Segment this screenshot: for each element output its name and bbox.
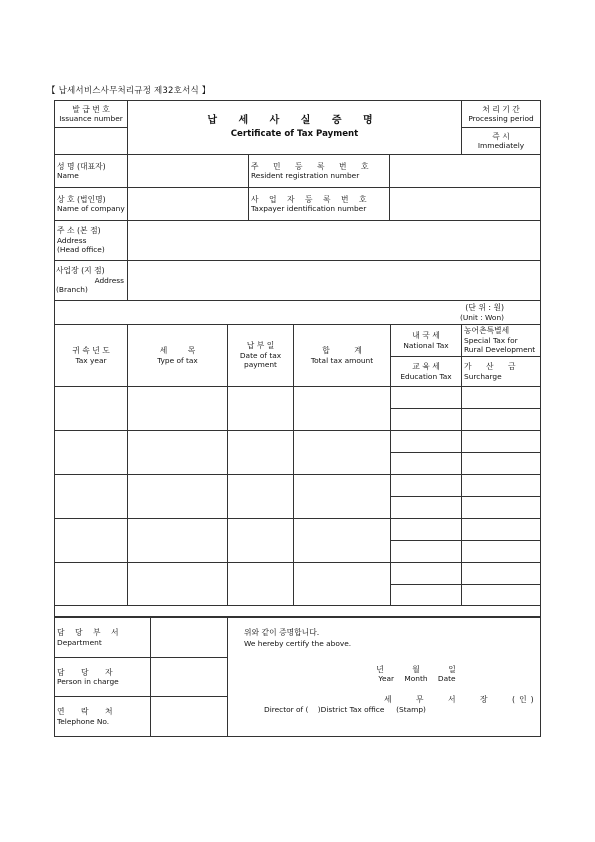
unit-note: (단 위 : 원) (Unit : Won)	[55, 301, 541, 325]
department-label: 담 당 부 서 Department	[55, 618, 151, 658]
telephone-label: 연 락 처 Telephone No.	[55, 697, 151, 737]
date-cell[interactable]	[228, 519, 294, 563]
issuance-label: 발 급 번 호 Issuance number	[55, 101, 128, 128]
branch-address-label: 사업장 (지 점) Address (Branch)	[55, 261, 128, 301]
type-cell[interactable]	[128, 563, 228, 606]
type-cell[interactable]	[128, 475, 228, 519]
telephone-field[interactable]	[151, 697, 228, 737]
special-tax-cell[interactable]	[462, 387, 541, 409]
type-cell[interactable]	[128, 431, 228, 475]
person-in-charge-field[interactable]	[151, 658, 228, 697]
taxpayer-id-label: 사 업 자 등 록 번 호 Taxpayer identification number	[249, 188, 390, 221]
branch-address-field[interactable]	[128, 261, 541, 301]
tax-year-cell[interactable]	[55, 475, 128, 519]
total-cell[interactable]	[294, 475, 391, 519]
address-field[interactable]	[128, 221, 541, 261]
education-tax-cell[interactable]	[391, 541, 462, 563]
surcharge-cell[interactable]	[462, 497, 541, 519]
education-tax-cell[interactable]	[391, 453, 462, 475]
type-cell[interactable]	[128, 387, 228, 431]
education-tax-cell[interactable]	[391, 409, 462, 431]
name-label: 성 명 (대표자) Name	[55, 155, 128, 188]
national-tax-cell[interactable]	[391, 563, 462, 585]
col-surcharge: 가 산 금 Surcharge	[462, 357, 541, 387]
national-tax-cell[interactable]	[391, 387, 462, 409]
tax-year-cell[interactable]	[55, 387, 128, 431]
education-tax-cell[interactable]	[391, 585, 462, 606]
date-cell[interactable]	[228, 387, 294, 431]
table-row	[55, 563, 541, 585]
col-special-tax: 농어촌특별세 Special Tax for Rural Development	[462, 325, 541, 357]
total-cell[interactable]	[294, 387, 391, 431]
taxpayer-id-field[interactable]	[390, 188, 541, 221]
company-label: 상 호 (법인명) Name of company	[55, 188, 128, 221]
date-kr: 년 월 일	[376, 664, 458, 674]
special-tax-cell[interactable]	[462, 563, 541, 585]
table-row	[55, 475, 541, 497]
regulation-label: 【 납세서비스사무처리규정 제32호서식 】	[47, 86, 211, 96]
special-tax-cell[interactable]	[462, 475, 541, 497]
resident-number-label: 주 민 등 록 번 호 Resident registration number	[249, 155, 390, 188]
tax-year-cell[interactable]	[55, 563, 128, 606]
surcharge-cell[interactable]	[462, 453, 541, 475]
processing-period-value: 즉 시 Immediately	[462, 128, 541, 155]
company-field[interactable]	[128, 188, 249, 221]
type-cell[interactable]	[128, 519, 228, 563]
table-row	[55, 431, 541, 453]
table-row	[55, 519, 541, 541]
director-kr: 세 무 서 장 (인)	[384, 695, 538, 705]
national-tax-cell[interactable]	[391, 519, 462, 541]
special-tax-cell[interactable]	[462, 519, 541, 541]
special-tax-cell[interactable]	[462, 431, 541, 453]
col-tax-year: 귀 속 년 도 Tax year	[55, 325, 128, 387]
table-row	[55, 387, 541, 409]
col-date-of-payment: 납 부 일 Date of tax payment	[228, 325, 294, 387]
col-national-tax: 내 국 세 National Tax	[391, 325, 462, 357]
processing-period-label: 처 리 기 간 Processing period	[462, 101, 541, 128]
surcharge-cell[interactable]	[462, 541, 541, 563]
date-cell[interactable]	[228, 475, 294, 519]
certification-area	[228, 618, 541, 737]
national-tax-cell[interactable]	[391, 431, 462, 453]
col-education-tax: 교 육 세 Education Tax	[391, 357, 462, 387]
resident-number-field[interactable]	[390, 155, 541, 188]
name-field[interactable]	[128, 155, 249, 188]
footer-table	[54, 617, 541, 737]
surcharge-cell[interactable]	[462, 585, 541, 606]
col-type-of-tax: 세 목 Type of tax	[128, 325, 228, 387]
person-in-charge-label: 담 당 자 Person in charge	[55, 658, 151, 697]
tax-year-cell[interactable]	[55, 431, 128, 475]
director-en: Director of ( )District Tax office (Stamp)	[264, 705, 426, 715]
date-cell[interactable]	[228, 563, 294, 606]
spacer-row	[55, 606, 541, 617]
education-tax-cell[interactable]	[391, 497, 462, 519]
tax-year-cell[interactable]	[55, 519, 128, 563]
date-cell[interactable]	[228, 431, 294, 475]
date-en: Year Month Date	[378, 674, 456, 684]
address-label: 주 소 (본 점) Address (Head office)	[55, 221, 128, 261]
national-tax-cell[interactable]	[391, 475, 462, 497]
certify-en: We hereby certify the above.	[244, 638, 352, 648]
total-cell[interactable]	[294, 431, 391, 475]
issuance-number-field[interactable]	[55, 128, 128, 155]
department-field[interactable]	[151, 618, 228, 658]
col-total-amount: 합 계 Total tax amount	[294, 325, 391, 387]
applicant-table	[54, 154, 541, 301]
total-cell[interactable]	[294, 563, 391, 606]
certify-kr: 위와 같이 증명합니다.	[244, 628, 320, 637]
surcharge-cell[interactable]	[462, 409, 541, 431]
tax-detail-table	[54, 300, 541, 617]
document-title: 납 세 사 실 증 명 Certificate of Tax Payment	[128, 101, 462, 155]
header-table	[54, 100, 541, 155]
total-cell[interactable]	[294, 519, 391, 563]
